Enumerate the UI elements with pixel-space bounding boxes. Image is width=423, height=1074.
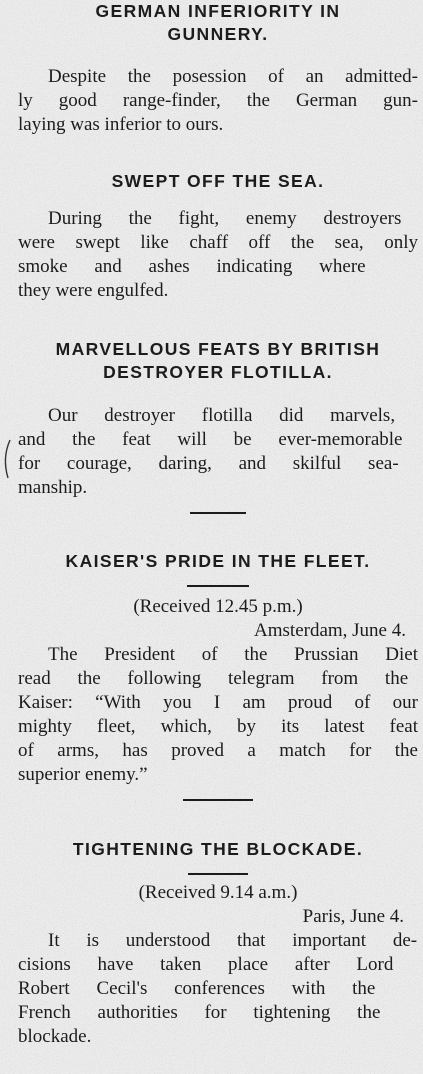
body-line: Kaiser: “With you I am proud of our — [18, 692, 418, 713]
body-line: read the following telegram from the — [18, 668, 409, 689]
section-kaiser — [18, 550, 418, 801]
divider-rule — [188, 873, 248, 875]
body-line: superior enemy.” — [18, 764, 148, 785]
heading-flotilla — [18, 338, 418, 384]
heading-line: DESTROYER FLOTILLA. — [103, 362, 333, 382]
received-time: (Received 9.14 a.m.) — [138, 882, 298, 903]
body-line: mighty fleet, which, by its latest feat — [18, 716, 418, 737]
body-line: smoke and ashes indicating where — [18, 256, 366, 277]
heading-gunnery — [18, 0, 418, 46]
body-line: manship. — [18, 477, 88, 498]
body-line: blockade. — [18, 1026, 92, 1047]
body-line: It is understood that important de- — [48, 930, 418, 951]
body-blockade — [18, 881, 418, 1049]
body-line: of arms, has proved a match for the — [18, 740, 418, 761]
body-kaiser — [18, 595, 418, 787]
section-flotilla — [18, 338, 418, 514]
heading-line: SWEPT OFF THE SEA. — [111, 171, 325, 191]
heading-line: KAISER'S PRIDE IN THE FLEET. — [65, 551, 371, 571]
divider-rule — [187, 585, 249, 587]
heading-line: GERMAN INFERIORITY IN — [95, 1, 341, 21]
heading-line: GUNNERY. — [167, 24, 269, 44]
body-line: During the fight, enemy destroyers — [48, 208, 402, 229]
body-line: and the feat will be ever-memorable — [18, 429, 403, 450]
body-line: were swept like chaff off the sea, only — [18, 232, 418, 253]
body-line: French authorities for tightening the — [18, 1002, 381, 1023]
body-line: Despite the posession of an admitted- — [48, 66, 418, 87]
heading-swept — [18, 170, 418, 193]
body-line: The President of the Prussian Diet — [48, 644, 418, 665]
body-swept — [18, 207, 418, 303]
body-gunnery — [18, 65, 418, 137]
body-line: they were engulfed. — [18, 280, 169, 301]
body-flotilla — [18, 404, 418, 500]
heading-line: MARVELLOUS FEATS BY BRITISH — [55, 339, 381, 359]
section-swept — [18, 170, 418, 303]
divider-rule — [183, 799, 253, 801]
body-line: laying was inferior to ours. — [18, 114, 224, 135]
dateline: Amsterdam, June 4. — [254, 620, 406, 641]
section-gunnery — [18, 0, 418, 137]
body-line: cisions have taken place after Lord — [18, 954, 394, 975]
received-time: (Received 12.45 p.m.) — [133, 596, 303, 617]
body-line: for courage, daring, and skilful sea- — [18, 453, 399, 474]
body-line: Our destroyer flotilla did marvels, — [48, 405, 396, 426]
heading-line: TIGHTENING THE BLOCKADE. — [72, 839, 364, 859]
body-line: ly good range-finder, the German gun- — [18, 90, 418, 111]
heading-blockade — [18, 838, 418, 861]
divider-rule — [190, 512, 246, 514]
dateline: Paris, June 4. — [302, 906, 404, 927]
body-line: Robert Cecil's conferences with the — [18, 978, 376, 999]
heading-kaiser — [18, 550, 418, 573]
section-blockade — [18, 838, 418, 1049]
